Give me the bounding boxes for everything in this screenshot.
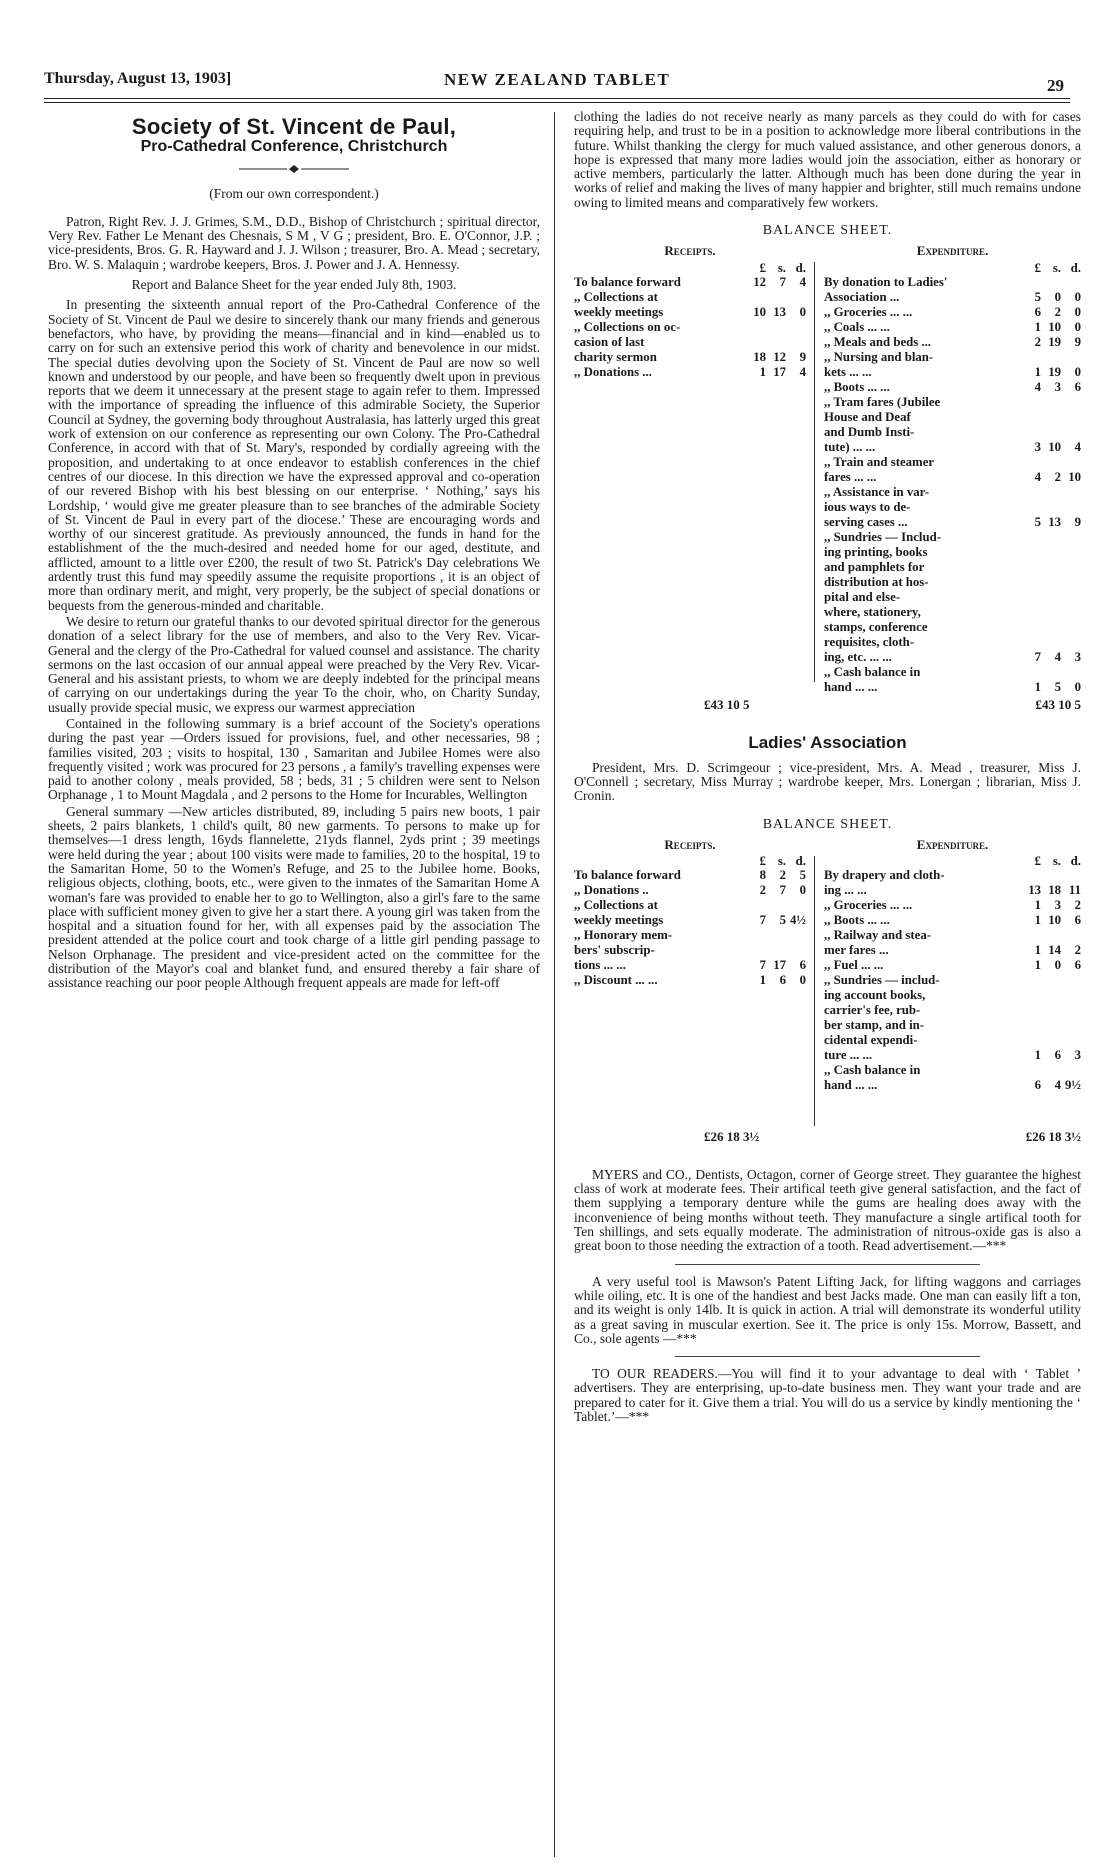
ad-divider — [675, 1264, 979, 1265]
body-paragraph: In presenting the sixteenth annual report of the Pro-Cathedral Conference of the Society of St. Vincent de Paul we desire to sincerely thank our many friends and generous benefactors, who have, by providing the means—financial and in kind—enabled us to carry on for such an extensive period this work of charity and benevolence in our midst. The special duties devolving upon the Society of St. Vincent de Paul are now so well known and understood by our people, and have been so frequently dwelt upon in previous reports that we deem it unnecessary at the present stage to again refer to them. Impressed with the importance of spreading the influence of this admirable Society, the Superior Council at Sydney, the governing body throughout Australasia, has latterly urged this great work of extension on our conference as representing our own Colony. The Pro-Cathedral Conference, in accord with that of St. Mary's, responded by cordially agreeing with the proposition, and undertaking to at once endeavor to establish conferences in the chief centres of our diocese. In this direction we have the expressed approval and co-operation of our revered Bishop with his best blessing on our enterprise. ‘ Nothing,’ says his Lordship, ‘ would give me greater pleasure than to see branches of the admirable Society of St. Vincent de Paul in every part of the diocese.’ These are encouraging words and worthy of our sincerest gratitude. As previously announced, the funds in hand for the establishment of the the much-desired and needed home for our aged, destitute, and afflicted, amount to a little over £200, the result of two St. Patrick's Day celebrations We ardently trust this fund may speedily assume the requisite proportions , it is an object of more than ordinary merit, and might, very properly, be the subject of special donations or bequests from the generous-minded and charitable. — [48, 297, 540, 613]
ledger-pence: 6 — [1074, 379, 1081, 394]
ladies-association-heading: Ladies' Association — [748, 733, 907, 753]
ledger-row — [574, 883, 806, 898]
ledger-row — [824, 868, 1081, 898]
ledger-row — [824, 665, 1081, 695]
ledger-row — [824, 928, 1081, 958]
ledger-description: ,, Cash balance in hand ... ... — [824, 664, 921, 694]
ledger-row — [574, 320, 806, 365]
body-paragraph: General summary —New articles distributed, 89, including 5 pairs new boots, 1 pair sheets, 2 pairs blankets, 1 child's quilt, 80 new garments. To persons to make up for themselves—1 dress length, 16yds flannelette, 21yds flannel, 2yds print ; 39 meetings were held during the year ; about 100 visits were made to families, 20 to the hospital, 19 to the Samaritan Home, 50 to the Women's Refuge, and 25 to the Jubilee home. Books, religious objects, clothing, boots, etc., were given to the inmates of the Samaritan Home A woman's fare was provided to enable her to go to Wellington, also a girl's fare to the same place with sufficient money given to give her a start there. A young girl was taken from the hospital and a situation found for her, with all expenses paid by the association The president attended at the police court and took charge of a little girl pending passage to Nelson Orphanage. The president and vice-president acted on the committee for the distribution of the Mayor's coal and blanket fund, and ensured thereby a fair share of assistance reaching our poor people Although frequent appeals are made for left-off — [48, 803, 540, 991]
ledger-row — [574, 898, 806, 928]
ledger-pounds: 8 — [759, 868, 766, 883]
ledger-pence: 0 — [1074, 364, 1081, 379]
ledger-description: To balance forward — [574, 868, 681, 883]
ledger-pence: 0 — [1074, 679, 1081, 694]
receipts-heading: Receipts. — [664, 243, 716, 259]
ledger-pence: 2 — [1074, 943, 1081, 958]
ledger-description: ,, Train and steamer fares ... ... — [824, 454, 935, 484]
ledger-shillings: 18 — [1048, 883, 1061, 898]
ledger-pounds: 1 — [1034, 913, 1041, 928]
currency-header: £ s. d. — [759, 854, 806, 869]
ledger-shillings: 19 — [1048, 334, 1061, 349]
ledger-shillings: 2 — [1054, 304, 1061, 319]
advertisements — [574, 1168, 1081, 1424]
currency-header: £ s. d. — [1034, 260, 1081, 275]
ledger-pence: 9½ — [1065, 1078, 1081, 1093]
ledger-pounds: 1 — [1034, 319, 1041, 334]
continuation-paragraph: clothing the ladies do not receive nearly as many parcels as they could do with for cases requiring help, and trust to be in a position to acknowledge more liberal contributions in the future. Whilst thanking the clergy for much valued assistance, and other generous donors, a hope is expressed that many more ladies would join the association, either as honorary or active members, particularly the latter. Although much has been done during the year in works of relief and making the lives of many happier and brighter, still much remains undone owing to limited means and comparatively few workers. — [574, 109, 1081, 210]
ledger-pence: 11 — [1068, 883, 1081, 898]
ledger-row — [574, 365, 806, 380]
ledger-pence: 9 — [1074, 514, 1081, 529]
masthead-rule-thin — [44, 102, 1070, 103]
ledger-shillings: 5 — [1054, 679, 1061, 694]
ledger-description: ,, Cash balance in hand ... ... — [824, 1063, 921, 1093]
ledger-pence: 2 — [1074, 898, 1081, 913]
ledger-pence: 4 — [1074, 439, 1081, 454]
ledger-row — [824, 530, 1081, 665]
ledger-row — [824, 395, 1081, 455]
ledger-description: By drapery and cloth- ing ... ... — [824, 868, 945, 898]
ledger-description: ,, Groceries ... ... — [824, 304, 913, 319]
left-column — [48, 110, 540, 993]
correspondent-line: (From our own correspondent.) — [209, 185, 379, 201]
ledger-description: To balance forward — [574, 274, 681, 289]
ledger-shillings: 3 — [1054, 898, 1061, 913]
ledger-row — [574, 275, 806, 290]
ledger-description: ,, Sundries — Includ- ing printing, books and pamphlets for distribution at hos- pital and else- where, stationery, stamps, conference requisites, cloth- ing, etc. ... ... — [824, 529, 941, 664]
ledger-row — [574, 290, 806, 320]
ledger-row — [824, 973, 1081, 1063]
ledger-shillings: 4 — [1054, 649, 1061, 664]
ledger-pounds: 5 — [1034, 289, 1041, 304]
expenditure-heading: Expenditure. — [916, 836, 989, 852]
ledger-pence: 3 — [1074, 1048, 1081, 1063]
ledger-description: ,, Collections at weekly meetings — [574, 289, 664, 319]
report-heading: Report and Balance Sheet for the year ended July 8th, 1903. — [131, 277, 457, 293]
balance-divider — [814, 262, 815, 682]
ledger-pounds: 3 — [1034, 439, 1041, 454]
expenditure-heading: Expenditure. — [916, 243, 989, 259]
diamond-rule-ornament-icon — [239, 165, 349, 173]
expenditure-rows — [824, 275, 1081, 695]
ledger-shillings: 19 — [1048, 364, 1061, 379]
ledger-row — [824, 485, 1081, 530]
ledger-pence: 4 — [799, 364, 806, 379]
ledger-shillings: 14 — [1048, 943, 1061, 958]
ledger-pounds: 18 — [753, 349, 766, 364]
currency-header: £ s. d. — [759, 260, 806, 275]
ledger-shillings: 10 — [1048, 913, 1061, 928]
ledger-row — [824, 275, 1081, 305]
ladies-officers-paragraph: President, Mrs. D. Scrimgeour ; vice-president, Mrs. A. Mead , treasurer, Miss J. O'Connell ; secretary, Miss Murray ; wardrobe keeper, Mrs. Lonergan ; librarian, Miss J. Cronin. — [574, 759, 1081, 804]
ledger-pence: 4½ — [790, 913, 806, 928]
ledger-pence: 6 — [1074, 913, 1081, 928]
ledger-description: ,, Donations ... — [574, 364, 652, 379]
ledger-pence: 0 — [1074, 304, 1081, 319]
ledger-pence: 0 — [799, 883, 806, 898]
ledger-pounds: 1 — [759, 364, 766, 379]
ledger-row — [824, 380, 1081, 395]
ledger-pounds: 6 — [1034, 304, 1041, 319]
ledger-description: ,, Boots ... ... — [824, 379, 890, 394]
ledger-row — [824, 958, 1081, 973]
balance-sheet-title: BALANCE SHEET. — [762, 223, 893, 239]
receipts-total: £26 18 3½ — [704, 1128, 760, 1144]
expenditure-column — [824, 838, 1081, 1094]
ledger-pounds: 7 — [759, 913, 766, 928]
ledger-pence: 10 — [1068, 469, 1081, 484]
ledger-description: ,, Fuel ... ... — [824, 958, 884, 973]
balance-sheet-conference — [574, 244, 1081, 726]
article-title: Society of St. Vincent de Paul, — [131, 114, 457, 139]
ledger-pounds: 7 — [1034, 649, 1041, 664]
expenditure-column — [824, 244, 1081, 695]
receipts-heading: Receipts. — [664, 836, 716, 852]
page-number: 29 — [1047, 76, 1064, 95]
ledger-description: ,, Collections at weekly meetings — [574, 898, 664, 928]
right-column — [574, 110, 1081, 1426]
officers-paragraph: Patron, Right Rev. J. J. Grimes, S.M., D.D., Bishop of Christchurch ; spiritual director, Very Rev. Father Le Menant des Chesnais, S M , V G ; president, Bro. E. O'Connor, J.P. ; vice-presidents, Bros. G. R. Hayward and J. J. Wilson ; treasurer, Bro. A. Mead ; secretary, Bro. W. S. Malaquin ; wardrobe keepers, Bros. J. Power and J. A. Hennessy. — [48, 213, 540, 272]
ledger-pounds: 1 — [759, 973, 766, 988]
expenditure-total: £26 18 3½ — [1025, 1128, 1081, 1144]
balance-sheet-title: BALANCE SHEET. — [762, 816, 893, 832]
ledger-description: ,, Coals ... ... — [824, 319, 890, 334]
ledger-pence: 9 — [799, 349, 806, 364]
ledger-pence: 0 — [799, 973, 806, 988]
ledger-shillings: 17 — [773, 958, 786, 973]
receipts-rows — [574, 868, 806, 988]
ledger-shillings: 0 — [1054, 289, 1061, 304]
ledger-row — [824, 913, 1081, 928]
ledger-shillings: 12 — [773, 349, 786, 364]
ledger-shillings: 6 — [1054, 1048, 1061, 1063]
ledger-pence: 0 — [1074, 319, 1081, 334]
ad-divider — [675, 1356, 979, 1357]
ledger-pounds: 12 — [753, 274, 766, 289]
receipts-total: £43 10 5 — [704, 697, 750, 713]
ledger-pence: 9 — [1074, 334, 1081, 349]
body-paragraph: We desire to return our grateful thanks to our devoted spiritual director for the generous donation of a select library for the use of members, and also to the Very Rev. Vicar-General and the clergy of the Pro-Cathedral for valued counsel and assistance. The charity sermons on the last occasion of our annual appeal were preached by the Very Rev. Vicar-General and his assistant priests, to whom we are deeply indebted for the principal means of carrying on our undertakings during the year To the choir, who, on Charity Sunday, usually provide special music, we express our warmest appreciation — [48, 613, 540, 715]
balance-sheet-ladies — [574, 838, 1081, 1154]
ledger-row — [824, 320, 1081, 335]
ledger-pence: 3 — [1074, 649, 1081, 664]
ledger-description: ,, Railway and stea- mer fares ... — [824, 928, 931, 958]
ledger-shillings: 2 — [779, 868, 786, 883]
ledger-description: By donation to Ladies' Association ... — [824, 274, 948, 304]
ledger-row — [824, 1063, 1081, 1093]
masthead-rule — [44, 98, 1070, 99]
ledger-description: ,, Donations .. — [574, 883, 649, 898]
column-separator — [554, 112, 555, 1857]
ledger-shillings: 0 — [1054, 958, 1061, 973]
ledger-row — [824, 898, 1081, 913]
ledger-shillings: 3 — [1054, 379, 1061, 394]
ad-paragraph: MYERS and CO., Dentists, Octagon, corner of George street. They guarantee the highest class of work at moderate fees. Their artifical teeth give general satisfaction, and the fact of them supplying a temporary denture while the gums are healing does away with the inconvenience of being months without teeth. They manufacture a single artifical tooth for Ten shillings, and sets equally moderate. The administration of nitrous-oxide gas is also a great boon to those needing the extraction of a tooth. Read advertisement.—*** — [574, 1166, 1081, 1254]
receipts-column — [574, 244, 806, 380]
ledger-description: ,, Assistance in var- ious ways to de- serving cases ... — [824, 484, 930, 529]
ad-paragraph: A very useful tool is Mawson's Patent Lifting Jack, for lifting waggons and carriages while oiling, etc. It is one of the handiest and best Jacks made. One man can easily lift a ton, and its weight is only 14lb. It is quick in action. A trial will demonstrate its wonderful utility as a great saving in muscular exertion. See it. The price is only 15s. Morrow, Bassett, and Co., sole agents —*** — [574, 1273, 1081, 1346]
ledger-pence: 6 — [799, 958, 806, 973]
receipts-column — [574, 838, 806, 989]
ledger-row — [824, 455, 1081, 485]
ledger-pounds: 2 — [759, 883, 766, 898]
ledger-row — [574, 973, 806, 988]
ledger-row — [574, 868, 806, 883]
ledger-description: ,, Boots ... ... — [824, 913, 890, 928]
ledger-pence: 0 — [799, 304, 806, 319]
ledger-description: ,, Meals and beds ... — [824, 334, 932, 349]
ledger-shillings: 17 — [773, 364, 786, 379]
ledger-row — [824, 350, 1081, 380]
ledger-description: ,, Honorary mem- bers' subscrip- tions ... ... — [574, 928, 673, 973]
ledger-pounds: 1 — [1034, 898, 1041, 913]
article-subtitle: Pro-Cathedral Conference, Christchurch — [140, 138, 448, 156]
balance-divider — [814, 856, 815, 1126]
ledger-shillings: 5 — [779, 913, 786, 928]
ledger-pounds: 1 — [1034, 364, 1041, 379]
ledger-pounds: 5 — [1034, 514, 1041, 529]
ledger-pounds: 1 — [1034, 943, 1041, 958]
ledger-description: ,, Tram fares (Jubilee House and Deaf and Dumb Insti- tute) ... ... — [824, 394, 941, 454]
ledger-shillings: 6 — [779, 973, 786, 988]
ledger-row — [824, 335, 1081, 350]
ledger-row — [574, 928, 806, 973]
ledger-shillings: 7 — [779, 274, 786, 289]
ledger-pounds: 13 — [1028, 883, 1041, 898]
currency-header: £ s. d. — [1034, 854, 1081, 869]
ledger-pence: 4 — [799, 274, 806, 289]
ledger-description: ,, Collections on oc- casion of last charity sermon — [574, 319, 681, 364]
ledger-shillings: 4 — [1054, 1078, 1061, 1093]
body-paragraph: Contained in the following summary is a brief account of the Society's operations during the past year —Orders issued for provisions, fuel, and other necessaries, 98 ; families visited, 203 ; visits to hospital, 130 , Samaritan and Jubilee Homes were also frequently visited ; work was procured for 23 persons , a family's travelling expenses were paid to another colony , meals provided, 58 ; beds, 31 ; 5 children were sent to Nelson Orphanage , 1 to Mount Magdala , and 2 persons to the Home for Incurables, Wellington — [48, 715, 540, 803]
ledger-description: ,, Nursing and blan- kets ... ... — [824, 349, 934, 379]
ledger-shillings: 13 — [773, 304, 786, 319]
ledger-pounds: 1 — [1034, 679, 1041, 694]
ledger-pounds: 2 — [1034, 334, 1041, 349]
ad-paragraph: TO OUR READERS.—You will find it to your advantage to deal with ‘ Tablet ’ advertisers. They are enterprising, up-to-date business men. They want your trade and are prepared to cater for it. Give them a trial. You will do us a service by kindly mentioning the ‘ Tablet.’—*** — [574, 1366, 1081, 1425]
newspaper-title: NEW ZEALAND TABLET — [444, 70, 671, 89]
ledger-shillings: 10 — [1048, 439, 1061, 454]
ledger-row — [824, 305, 1081, 320]
ledger-shillings: 13 — [1048, 514, 1061, 529]
expenditure-total: £43 10 5 — [1035, 697, 1081, 713]
ledger-description: ,, Discount ... ... — [574, 973, 658, 988]
ledger-description: ,, Sundries — includ- ing account books, carrier's fee, rub- ber stamp, and in- cidental expendi- ture ... ... — [824, 973, 940, 1063]
ledger-pounds: 7 — [759, 958, 766, 973]
ledger-pounds: 10 — [753, 304, 766, 319]
ledger-pounds: 6 — [1034, 1078, 1041, 1093]
ledger-pence: 0 — [1074, 289, 1081, 304]
issue-date: Thursday, August 13, 1903] — [44, 70, 232, 87]
masthead — [44, 68, 1070, 98]
ledger-shillings: 7 — [779, 883, 786, 898]
ledger-pence: 5 — [799, 868, 806, 883]
receipts-rows — [574, 275, 806, 380]
ledger-shillings: 2 — [1054, 469, 1061, 484]
ledger-pounds: 4 — [1034, 379, 1041, 394]
ledger-pounds: 1 — [1034, 1048, 1041, 1063]
ledger-description: ,, Groceries ... ... — [824, 898, 913, 913]
ledger-pounds: 1 — [1034, 958, 1041, 973]
ledger-shillings: 10 — [1048, 319, 1061, 334]
expenditure-rows — [824, 868, 1081, 1093]
ledger-pounds: 4 — [1034, 469, 1041, 484]
ledger-pence: 6 — [1074, 958, 1081, 973]
